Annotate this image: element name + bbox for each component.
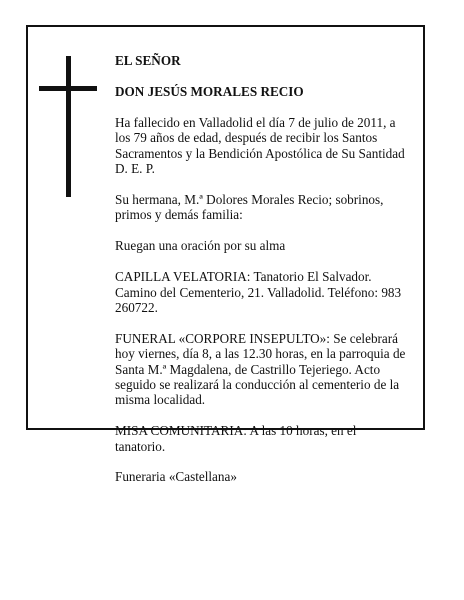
cross-icon [39,56,97,197]
cross-vertical-bar [66,56,71,197]
funeral-info: FUNERAL «CORPORE INSEPULTO»: Se celebrará hoy viernes, día 8, a las 12.30 horas, en la parroquia de Santa M.ª Magdalena, de Castrillo Tejeriego. Acto seguido se realizará la conducción al cementerio de la misma localidad. [115,330,406,408]
funeral-home: Funeraria «Castellana» [115,469,237,485]
prayer-request: Ruegan una oración por su alma [115,238,286,254]
notice-heading-line1: EL SEÑOR [115,53,181,69]
death-announcement: Ha fallecido en Valladolid el día 7 de julio de 2011, a los 79 años de edad, después de recibir los Santos Sacramentos y la Bendición Apostólica de Su Santidad D. E. P. [115,115,405,177]
family-members: Su hermana, M.ª Dolores Morales Recio; sobrinos, primos y demás familia: [115,192,384,223]
cross-horizontal-bar [39,86,97,91]
notice-heading-line2: DON JESÚS MORALES RECIO [115,84,304,100]
obituary-notice [26,25,425,485]
wake-chapel-info: CAPILLA VELATORIA: Tanatorio El Salvador. Camino del Cementerio, 21. Valladolid. Teléfono: 983 260722. [115,269,402,315]
community-mass-info: MISA COMUNITARIA: A las 10 horas, en el tanatorio. [115,423,357,454]
notice-text [115,38,418,500]
